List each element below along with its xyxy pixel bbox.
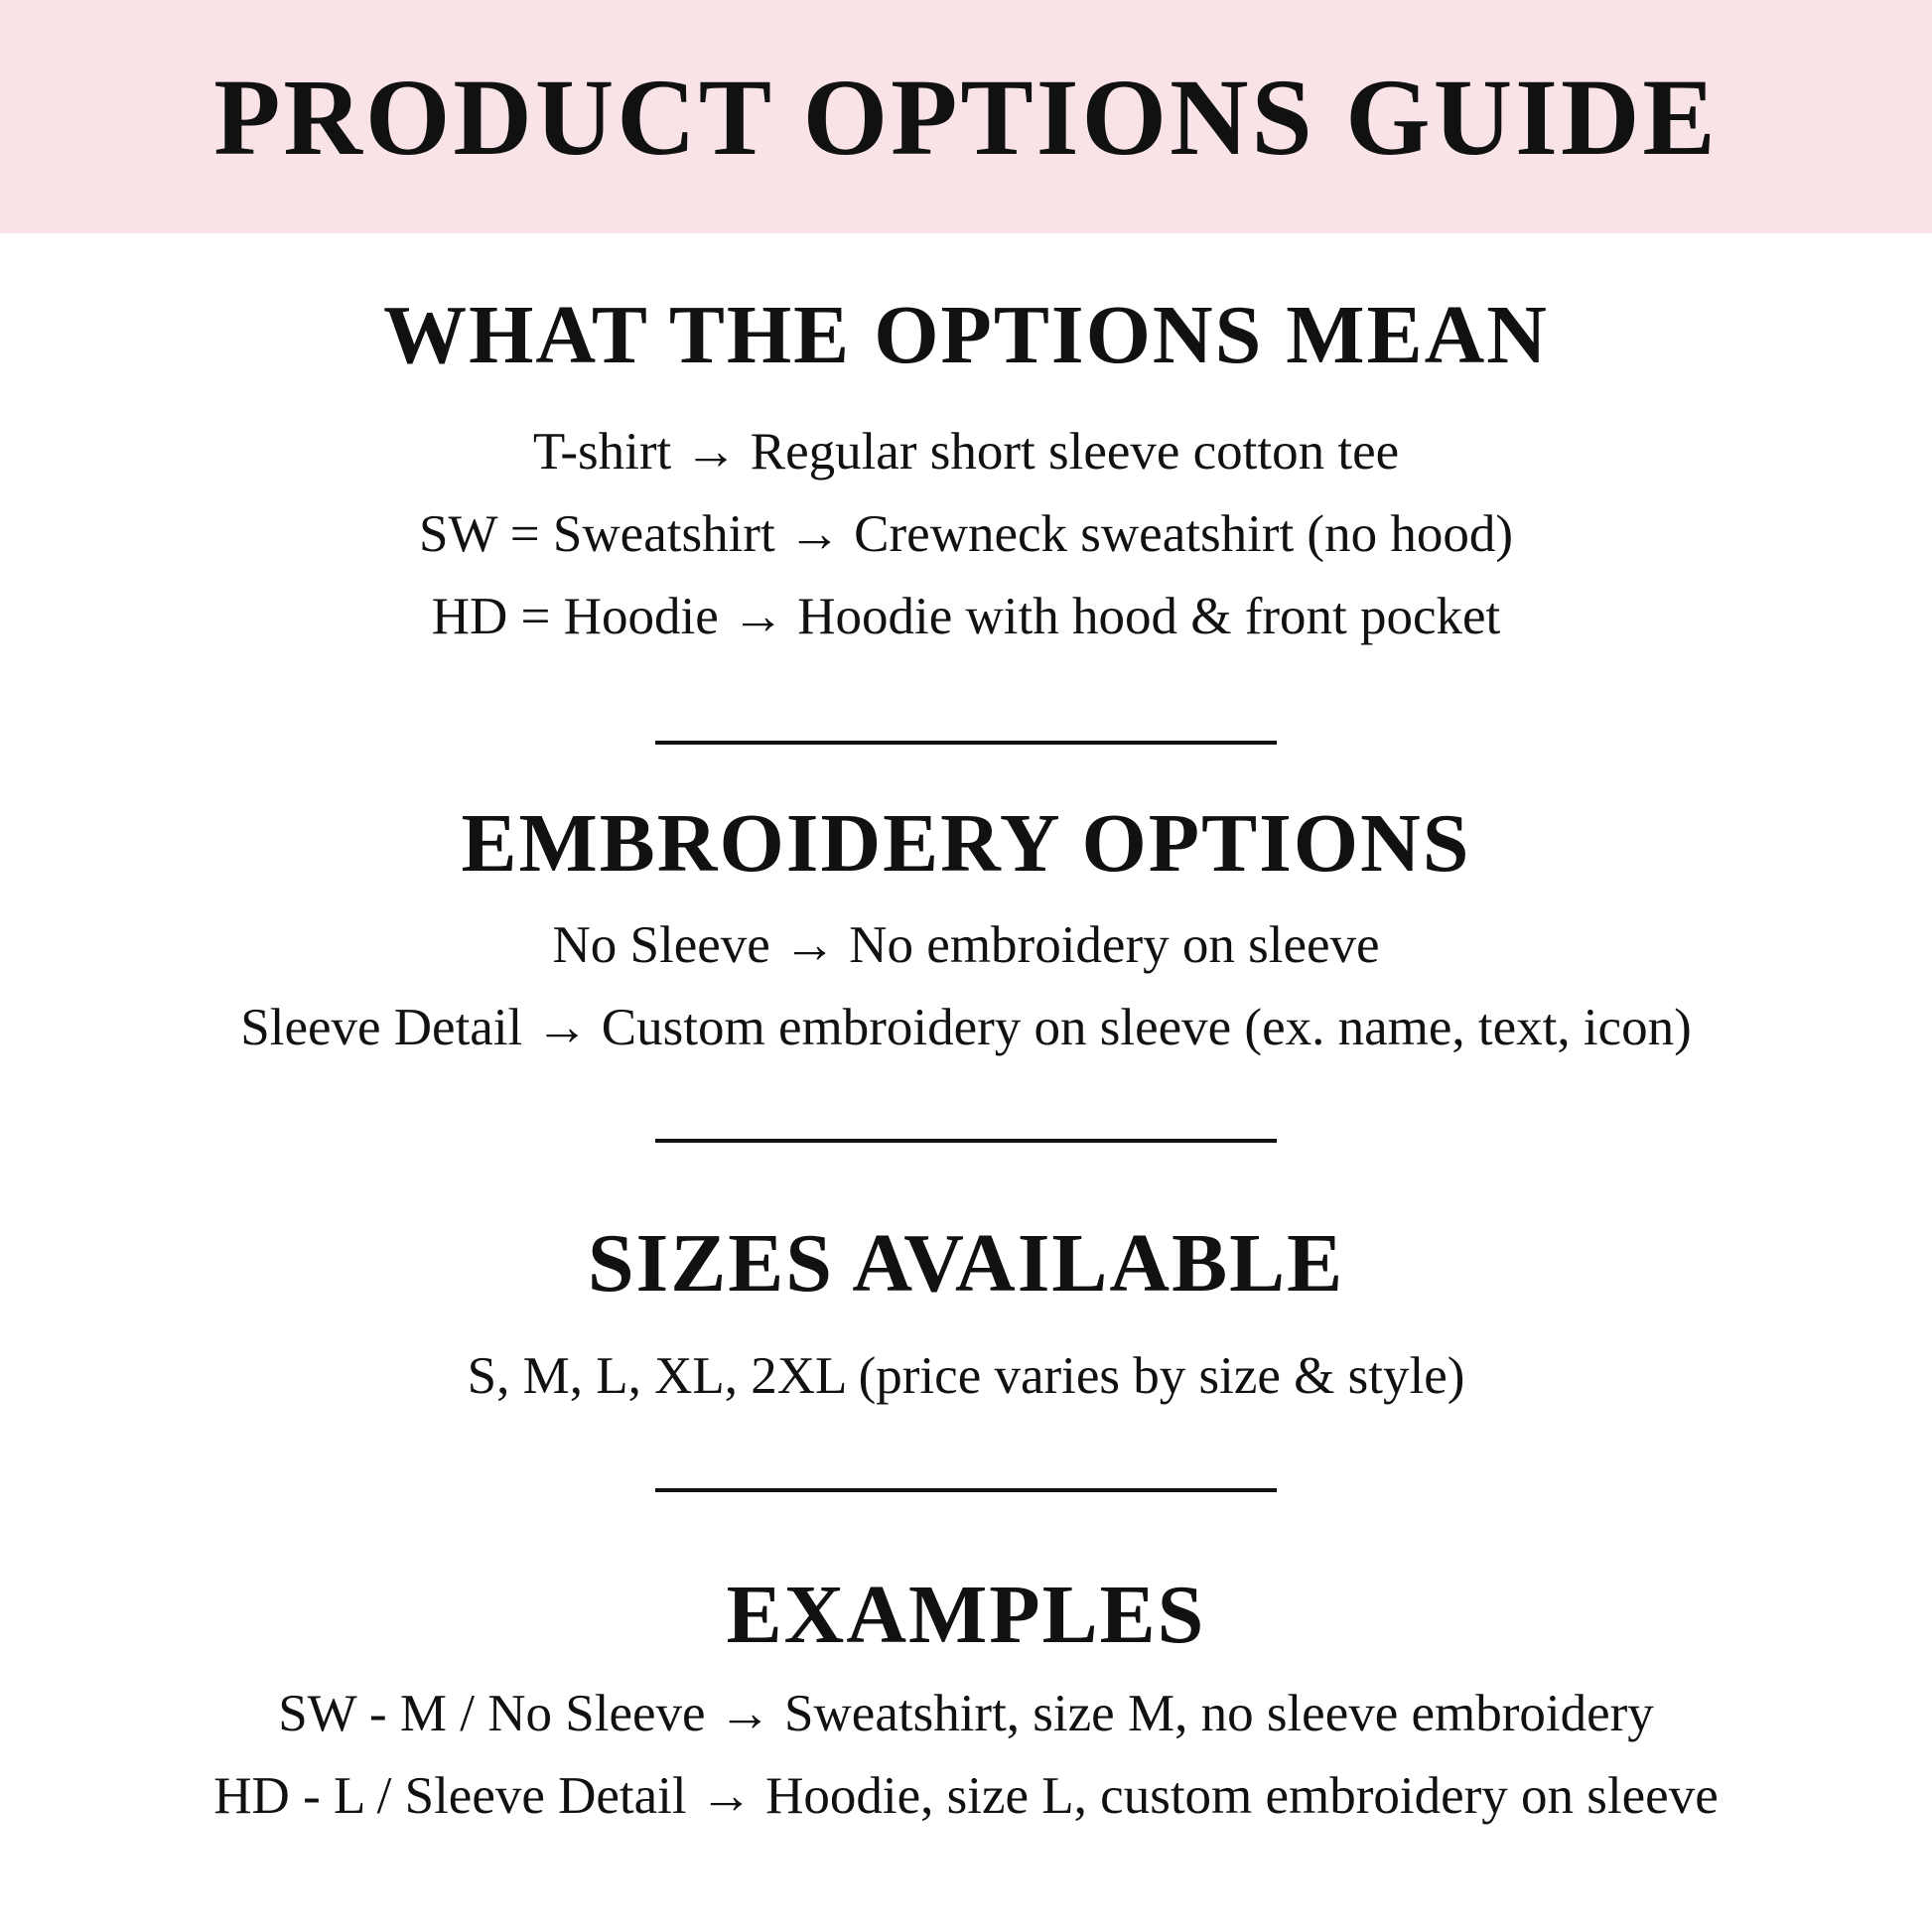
option-line-hoodie: HD = Hoodie → Hoodie with hood & front pocket <box>431 588 1501 645</box>
page-title: PRODUCT OPTIONS GUIDE <box>213 56 1719 178</box>
section-divider <box>655 1488 1277 1492</box>
section-body-examples <box>0 1673 1932 1838</box>
option-line-sweatshirt: SW = Sweatshirt → Crewneck sweatshirt (no hood) <box>419 505 1513 563</box>
section-body-sizes-available <box>0 1335 1932 1418</box>
section-what-the-options-mean <box>0 289 1932 658</box>
embroidery-line-no-sleeve: No Sleeve → No embroidery on sleeve <box>552 916 1380 974</box>
section-body-embroidery-options <box>0 904 1932 1069</box>
sizes-line: S, M, L, XL, 2XL (price varies by size & style) <box>467 1347 1465 1405</box>
section-examples <box>0 1569 1932 1838</box>
section-heading-what-the-options-mean: WHAT THE OPTIONS MEAN <box>383 289 1549 381</box>
section-embroidery-options <box>0 797 1932 1069</box>
section-divider <box>655 741 1277 745</box>
guide-content <box>0 289 1932 1838</box>
option-line-tshirt: T-shirt → Regular short sleeve cotton tee <box>532 423 1400 481</box>
section-sizes-available <box>0 1217 1932 1418</box>
section-heading-embroidery-options: EMBROIDERY OPTIONS <box>461 797 1471 890</box>
example-line-hoodie: HD - L / Sleeve Detail → Hoodie, size L, custom embroidery on sleeve <box>213 1767 1719 1825</box>
section-heading-examples: EXAMPLES <box>726 1569 1206 1661</box>
section-body-what-the-options-mean <box>0 411 1932 658</box>
example-line-sweatshirt: SW - M / No Sleeve → Sweatshirt, size M, no sleeve embroidery <box>278 1685 1654 1742</box>
section-heading-sizes-available: SIZES AVAILABLE <box>587 1217 1345 1310</box>
embroidery-line-sleeve-detail: Sleeve Detail → Custom embroidery on sleeve (ex. name, text, icon) <box>240 999 1692 1056</box>
section-divider <box>655 1139 1277 1143</box>
header-band <box>0 0 1932 233</box>
